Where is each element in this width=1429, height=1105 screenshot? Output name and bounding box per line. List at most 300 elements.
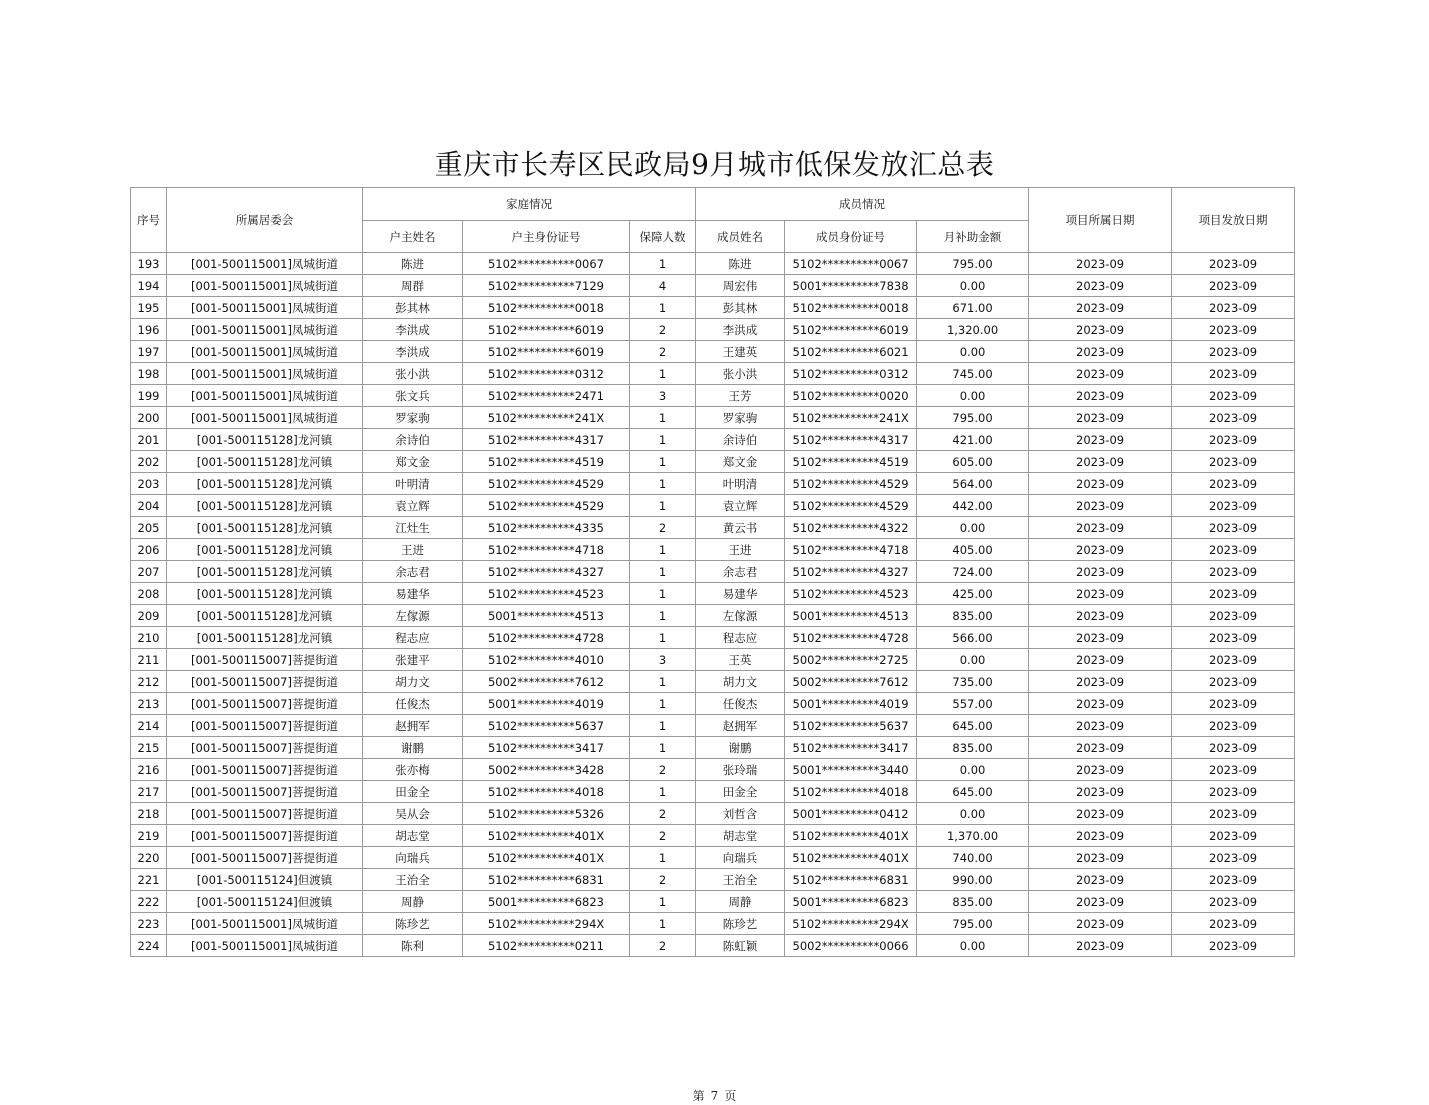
cell-member-name: 谢鹏	[696, 737, 785, 759]
cell-amount: 795.00	[917, 913, 1029, 935]
cell-member-name: 李洪成	[696, 319, 785, 341]
table-row	[131, 671, 1295, 693]
cell-project-date: 2023-09	[1029, 891, 1172, 913]
cell-head-name: 余志君	[363, 561, 463, 583]
cell-issue-date: 2023-09	[1172, 253, 1295, 275]
header-member-name: 成员姓名	[696, 221, 785, 253]
cell-issue-date: 2023-09	[1172, 715, 1295, 737]
cell-member-name: 王芳	[696, 385, 785, 407]
cell-head-name: 周群	[363, 275, 463, 297]
cell-project-date: 2023-09	[1029, 935, 1172, 957]
cell-head-name: 张文兵	[363, 385, 463, 407]
cell-project-date: 2023-09	[1029, 583, 1172, 605]
cell-issue-date: 2023-09	[1172, 847, 1295, 869]
cell-seq: 217	[131, 781, 167, 803]
cell-member-id: 5102**********241X	[785, 407, 917, 429]
cell-head-id: 5102**********401X	[463, 847, 630, 869]
cell-head-id: 5102**********4327	[463, 561, 630, 583]
cell-committee: [001-500115128]龙河镇	[167, 473, 363, 495]
cell-member-name: 王治全	[696, 869, 785, 891]
cell-count: 1	[630, 473, 696, 495]
cell-amount: 795.00	[917, 407, 1029, 429]
cell-amount: 564.00	[917, 473, 1029, 495]
cell-member-id: 5002**********7612	[785, 671, 917, 693]
cell-head-id: 5102**********4010	[463, 649, 630, 671]
cell-count: 1	[630, 605, 696, 627]
cell-project-date: 2023-09	[1029, 297, 1172, 319]
page-number	[0, 1087, 1429, 1104]
cell-project-date: 2023-09	[1029, 869, 1172, 891]
cell-project-date: 2023-09	[1029, 913, 1172, 935]
cell-project-date: 2023-09	[1029, 561, 1172, 583]
cell-amount: 557.00	[917, 693, 1029, 715]
cell-head-name: 叶明清	[363, 473, 463, 495]
cell-count: 4	[630, 275, 696, 297]
header-head-id: 户主身份证号	[463, 221, 630, 253]
cell-issue-date: 2023-09	[1172, 297, 1295, 319]
cell-head-name: 李洪成	[363, 319, 463, 341]
cell-head-id: 5102**********3417	[463, 737, 630, 759]
cell-member-name: 陈虹颖	[696, 935, 785, 957]
cell-issue-date: 2023-09	[1172, 385, 1295, 407]
table-row	[131, 495, 1295, 517]
cell-committee: [001-500115128]龙河镇	[167, 627, 363, 649]
table-row	[131, 605, 1295, 627]
cell-issue-date: 2023-09	[1172, 737, 1295, 759]
cell-count: 1	[630, 495, 696, 517]
cell-amount: 645.00	[917, 715, 1029, 737]
cell-issue-date: 2023-09	[1172, 649, 1295, 671]
cell-head-id: 5102**********2471	[463, 385, 630, 407]
cell-seq: 224	[131, 935, 167, 957]
cell-issue-date: 2023-09	[1172, 583, 1295, 605]
table-row	[131, 649, 1295, 671]
table-row	[131, 275, 1295, 297]
table-row	[131, 429, 1295, 451]
cell-seq: 198	[131, 363, 167, 385]
table-row	[131, 935, 1295, 957]
cell-member-id: 5102**********5637	[785, 715, 917, 737]
cell-committee: [001-500115128]龙河镇	[167, 495, 363, 517]
cell-issue-date: 2023-09	[1172, 539, 1295, 561]
table-row	[131, 715, 1295, 737]
cell-member-id: 5102**********4018	[785, 781, 917, 803]
cell-head-id: 5001**********6823	[463, 891, 630, 913]
table-row	[131, 781, 1295, 803]
cell-issue-date: 2023-09	[1172, 605, 1295, 627]
table-row	[131, 363, 1295, 385]
cell-committee: [001-500115128]龙河镇	[167, 451, 363, 473]
cell-member-name: 罗家驹	[696, 407, 785, 429]
cell-amount: 442.00	[917, 495, 1029, 517]
cell-seq: 211	[131, 649, 167, 671]
cell-head-name: 陈进	[363, 253, 463, 275]
cell-member-id: 5102**********6831	[785, 869, 917, 891]
cell-member-id: 5102**********3417	[785, 737, 917, 759]
cell-amount: 671.00	[917, 297, 1029, 319]
cell-committee: [001-500115128]龙河镇	[167, 583, 363, 605]
cell-member-name: 赵拥军	[696, 715, 785, 737]
cell-count: 1	[630, 693, 696, 715]
cell-amount: 0.00	[917, 649, 1029, 671]
table-row	[131, 737, 1295, 759]
cell-seq: 199	[131, 385, 167, 407]
cell-member-name: 陈珍艺	[696, 913, 785, 935]
cell-head-name: 谢鹏	[363, 737, 463, 759]
cell-member-name: 王英	[696, 649, 785, 671]
cell-committee: [001-500115007]菩提街道	[167, 649, 363, 671]
table-row	[131, 627, 1295, 649]
cell-project-date: 2023-09	[1029, 671, 1172, 693]
cell-head-name: 王治全	[363, 869, 463, 891]
cell-seq: 209	[131, 605, 167, 627]
cell-amount: 835.00	[917, 737, 1029, 759]
cell-head-id: 5102**********241X	[463, 407, 630, 429]
cell-count: 1	[630, 715, 696, 737]
cell-member-name: 王建英	[696, 341, 785, 363]
cell-amount: 405.00	[917, 539, 1029, 561]
cell-issue-date: 2023-09	[1172, 869, 1295, 891]
cell-seq: 223	[131, 913, 167, 935]
cell-member-name: 余诗伯	[696, 429, 785, 451]
cell-member-name: 左傢源	[696, 605, 785, 627]
table-row	[131, 253, 1295, 275]
cell-head-id: 5102**********4335	[463, 517, 630, 539]
cell-issue-date: 2023-09	[1172, 693, 1295, 715]
cell-head-name: 易建华	[363, 583, 463, 605]
cell-head-id: 5102**********7129	[463, 275, 630, 297]
cell-amount: 0.00	[917, 759, 1029, 781]
cell-member-name: 任俊杰	[696, 693, 785, 715]
table-row	[131, 803, 1295, 825]
cell-count: 2	[630, 935, 696, 957]
cell-issue-date: 2023-09	[1172, 935, 1295, 957]
cell-amount: 0.00	[917, 935, 1029, 957]
cell-member-name: 田金全	[696, 781, 785, 803]
cell-member-id: 5001**********4513	[785, 605, 917, 627]
cell-head-name: 陈珍艺	[363, 913, 463, 935]
cell-committee: [001-500115001]凤城街道	[167, 275, 363, 297]
cell-project-date: 2023-09	[1029, 605, 1172, 627]
cell-issue-date: 2023-09	[1172, 363, 1295, 385]
cell-member-id: 5102**********401X	[785, 847, 917, 869]
cell-head-name: 胡力文	[363, 671, 463, 693]
cell-issue-date: 2023-09	[1172, 913, 1295, 935]
cell-member-id: 5102**********6021	[785, 341, 917, 363]
cell-count: 1	[630, 407, 696, 429]
cell-head-id: 5102**********6019	[463, 341, 630, 363]
cell-member-id: 5102**********401X	[785, 825, 917, 847]
cell-member-id: 5102**********0067	[785, 253, 917, 275]
table-row	[131, 891, 1295, 913]
header-family-group: 家庭情况	[363, 188, 696, 221]
table-row	[131, 473, 1295, 495]
cell-member-name: 程志应	[696, 627, 785, 649]
cell-seq: 206	[131, 539, 167, 561]
cell-member-id: 5102**********294X	[785, 913, 917, 935]
cell-committee: [001-500115124]但渡镇	[167, 869, 363, 891]
cell-count: 1	[630, 451, 696, 473]
cell-head-name: 胡志堂	[363, 825, 463, 847]
cell-head-name: 张亦梅	[363, 759, 463, 781]
cell-amount: 421.00	[917, 429, 1029, 451]
table-row	[131, 517, 1295, 539]
header-committee: 所属居委会	[167, 188, 363, 253]
cell-member-name: 刘哲含	[696, 803, 785, 825]
cell-issue-date: 2023-09	[1172, 803, 1295, 825]
cell-member-name: 胡志堂	[696, 825, 785, 847]
cell-amount: 0.00	[917, 341, 1029, 363]
table-row	[131, 869, 1295, 891]
cell-head-id: 5102**********0211	[463, 935, 630, 957]
cell-project-date: 2023-09	[1029, 253, 1172, 275]
cell-committee: [001-500115001]凤城街道	[167, 297, 363, 319]
cell-count: 1	[630, 891, 696, 913]
cell-committee: [001-500115128]龙河镇	[167, 539, 363, 561]
cell-committee: [001-500115001]凤城街道	[167, 341, 363, 363]
cell-project-date: 2023-09	[1029, 781, 1172, 803]
cell-member-id: 5102**********0312	[785, 363, 917, 385]
cell-count: 2	[630, 341, 696, 363]
table-body	[131, 253, 1295, 957]
cell-committee: [001-500115001]凤城街道	[167, 407, 363, 429]
header-count: 保障人数	[630, 221, 696, 253]
table-row	[131, 759, 1295, 781]
table-row	[131, 913, 1295, 935]
cell-head-id: 5102**********5326	[463, 803, 630, 825]
cell-head-id: 5001**********4513	[463, 605, 630, 627]
cell-project-date: 2023-09	[1029, 803, 1172, 825]
cell-member-id: 5102**********4327	[785, 561, 917, 583]
cell-seq: 222	[131, 891, 167, 913]
cell-head-name: 袁立辉	[363, 495, 463, 517]
cell-member-name: 郑文金	[696, 451, 785, 473]
cell-issue-date: 2023-09	[1172, 759, 1295, 781]
cell-committee: [001-500115001]凤城街道	[167, 913, 363, 935]
cell-head-name: 周静	[363, 891, 463, 913]
cell-issue-date: 2023-09	[1172, 319, 1295, 341]
cell-seq: 214	[131, 715, 167, 737]
table-row	[131, 319, 1295, 341]
cell-member-id: 5102**********4728	[785, 627, 917, 649]
cell-count: 1	[630, 913, 696, 935]
cell-seq: 201	[131, 429, 167, 451]
cell-project-date: 2023-09	[1029, 473, 1172, 495]
cell-head-id: 5102**********6831	[463, 869, 630, 891]
cell-project-date: 2023-09	[1029, 759, 1172, 781]
cell-head-name: 向瑞兵	[363, 847, 463, 869]
cell-head-id: 5102**********401X	[463, 825, 630, 847]
cell-count: 1	[630, 671, 696, 693]
cell-count: 1	[630, 583, 696, 605]
cell-head-id: 5102**********4529	[463, 495, 630, 517]
cell-committee: [001-500115128]龙河镇	[167, 517, 363, 539]
header-head-name: 户主姓名	[363, 221, 463, 253]
cell-head-name: 王进	[363, 539, 463, 561]
cell-issue-date: 2023-09	[1172, 341, 1295, 363]
cell-project-date: 2023-09	[1029, 341, 1172, 363]
cell-member-name: 黄云书	[696, 517, 785, 539]
cell-issue-date: 2023-09	[1172, 495, 1295, 517]
cell-amount: 990.00	[917, 869, 1029, 891]
cell-seq: 208	[131, 583, 167, 605]
cell-count: 2	[630, 803, 696, 825]
cell-member-id: 5102**********4519	[785, 451, 917, 473]
cell-seq: 200	[131, 407, 167, 429]
table-row	[131, 451, 1295, 473]
cell-member-id: 5102**********6019	[785, 319, 917, 341]
cell-member-name: 彭其林	[696, 297, 785, 319]
cell-project-date: 2023-09	[1029, 825, 1172, 847]
cell-project-date: 2023-09	[1029, 847, 1172, 869]
cell-amount: 645.00	[917, 781, 1029, 803]
cell-committee: [001-500115007]菩提街道	[167, 759, 363, 781]
cell-member-name: 陈进	[696, 253, 785, 275]
cell-member-id: 5102**********4322	[785, 517, 917, 539]
cell-committee: [001-500115124]但渡镇	[167, 891, 363, 913]
cell-committee: [001-500115001]凤城街道	[167, 319, 363, 341]
table-row	[131, 561, 1295, 583]
cell-count: 1	[630, 847, 696, 869]
cell-member-id: 5102**********4718	[785, 539, 917, 561]
cell-head-id: 5102**********4728	[463, 627, 630, 649]
cell-head-id: 5102**********4529	[463, 473, 630, 495]
cell-count: 2	[630, 825, 696, 847]
cell-project-date: 2023-09	[1029, 275, 1172, 297]
cell-seq: 218	[131, 803, 167, 825]
cell-amount: 1,320.00	[917, 319, 1029, 341]
cell-head-id: 5002**********7612	[463, 671, 630, 693]
page-title: 重庆市长寿区民政局9月城市低保发放汇总表	[434, 148, 995, 181]
header-member-id: 成员身份证号	[785, 221, 917, 253]
cell-member-name: 袁立辉	[696, 495, 785, 517]
cell-head-id: 5102**********0018	[463, 297, 630, 319]
cell-member-name: 周宏伟	[696, 275, 785, 297]
cell-head-id: 5102**********4523	[463, 583, 630, 605]
cell-issue-date: 2023-09	[1172, 671, 1295, 693]
cell-head-name: 陈利	[363, 935, 463, 957]
cell-committee: [001-500115007]菩提街道	[167, 737, 363, 759]
cell-member-id: 5102**********4529	[785, 495, 917, 517]
cell-committee: [001-500115001]凤城街道	[167, 363, 363, 385]
cell-issue-date: 2023-09	[1172, 891, 1295, 913]
cell-member-id: 5001**********6823	[785, 891, 917, 913]
cell-member-id: 5102**********0020	[785, 385, 917, 407]
cell-member-id: 5002**********2725	[785, 649, 917, 671]
cell-member-id: 5001**********7838	[785, 275, 917, 297]
cell-member-id: 5001**********3440	[785, 759, 917, 781]
cell-head-name: 任俊杰	[363, 693, 463, 715]
cell-head-name: 彭其林	[363, 297, 463, 319]
cell-member-name: 胡力文	[696, 671, 785, 693]
cell-head-name: 郑文金	[363, 451, 463, 473]
cell-count: 1	[630, 297, 696, 319]
cell-committee: [001-500115001]凤城街道	[167, 935, 363, 957]
cell-head-name: 赵拥军	[363, 715, 463, 737]
cell-member-id: 5102**********4317	[785, 429, 917, 451]
cell-head-name: 余诗伯	[363, 429, 463, 451]
cell-project-date: 2023-09	[1029, 363, 1172, 385]
table-row	[131, 693, 1295, 715]
cell-committee: [001-500115128]龙河镇	[167, 561, 363, 583]
cell-project-date: 2023-09	[1029, 407, 1172, 429]
cell-committee: [001-500115128]龙河镇	[167, 429, 363, 451]
cell-head-id: 5102**********6019	[463, 319, 630, 341]
cell-project-date: 2023-09	[1029, 649, 1172, 671]
cell-head-id: 5102**********4018	[463, 781, 630, 803]
cell-head-id: 5002**********3428	[463, 759, 630, 781]
cell-issue-date: 2023-09	[1172, 561, 1295, 583]
cell-count: 1	[630, 737, 696, 759]
cell-head-name: 江灶生	[363, 517, 463, 539]
cell-project-date: 2023-09	[1029, 385, 1172, 407]
cell-committee: [001-500115007]菩提街道	[167, 781, 363, 803]
cell-seq: 203	[131, 473, 167, 495]
cell-issue-date: 2023-09	[1172, 825, 1295, 847]
cell-project-date: 2023-09	[1029, 627, 1172, 649]
cell-amount: 0.00	[917, 517, 1029, 539]
cell-seq: 210	[131, 627, 167, 649]
cell-member-name: 余志君	[696, 561, 785, 583]
cell-seq: 215	[131, 737, 167, 759]
cell-amount: 745.00	[917, 363, 1029, 385]
cell-seq: 195	[131, 297, 167, 319]
cell-amount: 0.00	[917, 803, 1029, 825]
cell-amount: 425.00	[917, 583, 1029, 605]
cell-head-name: 程志应	[363, 627, 463, 649]
cell-head-name: 张小洪	[363, 363, 463, 385]
cell-head-id: 5102**********0312	[463, 363, 630, 385]
cell-seq: 213	[131, 693, 167, 715]
cell-member-id: 5002**********0066	[785, 935, 917, 957]
page-prefix: 第	[692, 1089, 705, 1103]
cell-committee: [001-500115001]凤城街道	[167, 385, 363, 407]
cell-count: 1	[630, 539, 696, 561]
cell-count: 1	[630, 363, 696, 385]
cell-count: 1	[630, 781, 696, 803]
cell-member-name: 易建华	[696, 583, 785, 605]
table-row	[131, 407, 1295, 429]
cell-count: 1	[630, 561, 696, 583]
cell-amount: 0.00	[917, 275, 1029, 297]
cell-head-id: 5102**********4718	[463, 539, 630, 561]
table-row	[131, 539, 1295, 561]
cell-seq: 193	[131, 253, 167, 275]
cell-count: 1	[630, 253, 696, 275]
header-amount: 月补助金额	[917, 221, 1029, 253]
cell-head-name: 吴从会	[363, 803, 463, 825]
cell-count: 3	[630, 385, 696, 407]
cell-count: 2	[630, 517, 696, 539]
cell-issue-date: 2023-09	[1172, 781, 1295, 803]
header-issue-date: 项目发放日期	[1172, 188, 1295, 253]
cell-project-date: 2023-09	[1029, 429, 1172, 451]
cell-head-name: 田金全	[363, 781, 463, 803]
cell-member-name: 张小洪	[696, 363, 785, 385]
header-seq: 序号	[131, 188, 167, 253]
table-row	[131, 385, 1295, 407]
cell-head-name: 李洪成	[363, 341, 463, 363]
cell-seq: 220	[131, 847, 167, 869]
cell-seq: 197	[131, 341, 167, 363]
cell-amount: 0.00	[917, 385, 1029, 407]
cell-amount: 735.00	[917, 671, 1029, 693]
cell-amount: 835.00	[917, 605, 1029, 627]
cell-member-name: 叶明清	[696, 473, 785, 495]
cell-head-name: 罗家驹	[363, 407, 463, 429]
cell-committee: [001-500115007]菩提街道	[167, 671, 363, 693]
cell-project-date: 2023-09	[1029, 451, 1172, 473]
